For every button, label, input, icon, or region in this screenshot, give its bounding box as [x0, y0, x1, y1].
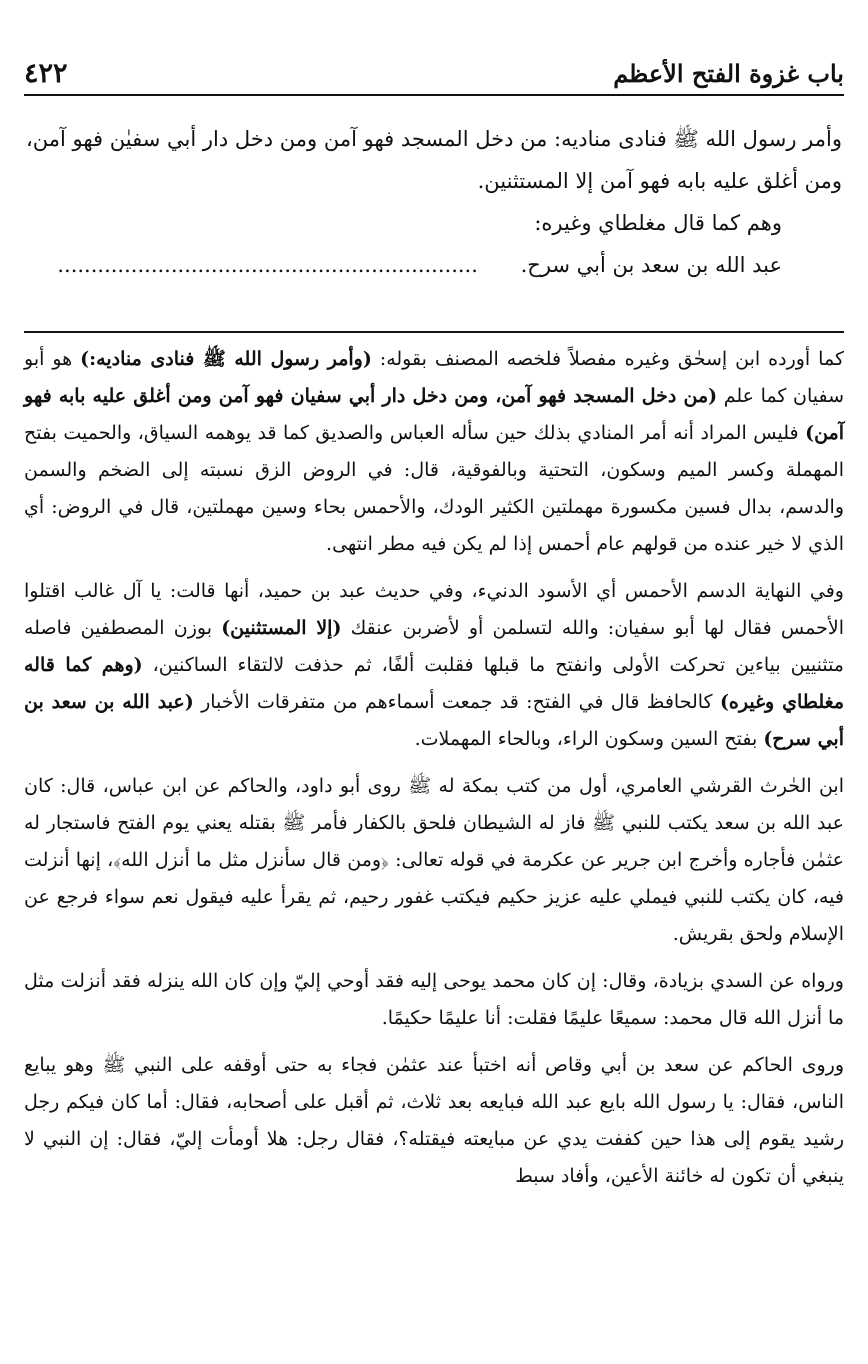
- commentary-text: [24, 341, 844, 1205]
- quoted-matn: (إلا المستثنين): [221, 617, 342, 639]
- commentary-text-run: فليس المراد أنه أمر المنادي بذلك حين سأله العباس والصديق كما قد يوهمه السياق، والحميت بفتح المهملة وكسر الميم وسكون، التحتية وبالفوقية، قال: في الروض الزق نسبته إلى الضخم والسمن والدسم، بدال فسين مكسورة مهملتين الكثير الودك، والأحمس بحاء وسين مهملتين، قال في الروض: أي الذي لا خير عنده من قولهم عام أحمس إذا لم يكن فيه مطر انتهى.: [24, 422, 844, 555]
- commentary-text-run: كالحافظ قال في الفتح: قد جمعت أسماءهم من متفرقات الأخبار: [193, 691, 720, 713]
- commentary-text-run: هو أبو سفيان كما علم: [24, 348, 845, 407]
- commentary-text-run: وفي النهاية الدسم الأحمس أي الأسود الدنيء، وفي حديث عبد بن حميد، أنها قالت: يا آل غالب اقتلوا الأحمس فقال لها أبو سفيان: والله لتسلمن أو لأضربن عنقك: [24, 580, 844, 639]
- commentary-text-run: بوزن المصطفين فاصله متثنيين بياءين تحركت الأولى وانفتح ما قبلها فقلبت ألفًا، ثم حذفت لالتقاء الساكنين،: [24, 617, 844, 676]
- quoted-matn: (وأمر رسول الله ﷺ فنادى مناديه:): [80, 348, 372, 370]
- page-header: [24, 52, 844, 96]
- main-text: [26, 118, 842, 286]
- quoted-matn: (وهم كما قاله مغلطاي وغيره): [24, 654, 844, 713]
- commentary-paragraph: [24, 573, 844, 758]
- quoted-matn: (عبد الله بن سعد بن أبي سرح): [24, 691, 844, 750]
- matn-paragraph: وأمر رسول الله ﷺ فنادى مناديه: من دخل المسجد فهو آمن ومن دخل دار أبي سفيٰن فهو آمن، ومن أغلق عليه بابه فهو آمن إلا المستثنين.: [26, 127, 842, 193]
- matn-paragraph: [26, 244, 842, 286]
- commentary-paragraph: وروى الحاكم عن سعد بن أبي وقاص أنه اختبأ عند عثمٰن فجاء به حتى أوقفه على النبي ﷺ وهو يبايع الناس، فقال: يا رسول الله بايع عبد الله فبايعه بعد ثلاث، ثم أقبل على أصحابه، فقال: أما كان فيكم رجل رشيد يقوم إلى هذا حين كففت يدي عن مبايعته فيقتله؟، فقال رجل: هلا أومأت إليّ، فقال: إن النبي لا ينبغي أن تكون له خائنة الأعين، وأفاد سبط: [24, 1054, 844, 1187]
- page-number: ٤٢٢: [24, 57, 68, 89]
- quoted-matn: (من دخل المسجد فهو آمن، ومن دخل دار أبي سفيان فهو آمن ومن أغلق عليه بابه فهو آمن): [24, 385, 844, 444]
- matn-line: عبد الله بن سعد بن أبي سرح.: [520, 253, 782, 277]
- commentary-paragraph: ورواه عن السدي بزيادة، وقال: إن كان محمد يوحى إليه فقد أوحي إليّ وإن كان الله ينزله فقد أنزلت مثل ما أنزل الله قال محمد: سميعًا عليمًا فقلت: أنا عليمًا حكيمًا.: [24, 970, 844, 1029]
- commentary-text-run: كما أورده ابن إسحٰق وغيره مفصلاً فلخصه المصنف بقوله:: [371, 348, 844, 370]
- dotted-leader: ...............................................................: [57, 253, 478, 277]
- commentary-paragraph: ابن الحٰرث القرشي العامري، أول من كتب بمكة له ﷺ روى أبو داود، والحاكم عن ابن عباس، قال: كان عبد الله بن سعد يكتب للنبي ﷺ فاز له الشيطان فلحق بالكفار فأمر ﷺ بقتله يعني يوم الفتح فاستجار له عثمٰن فأجاره وأخرج ابن جرير عن عكرمة في قوله تعالى: ﴿ومن قال سأنزل مثل ما أنزل الله﴾، إنها أنزلت فيه، كان يكتب للنبي فيملي عليه عزيز حكيم فيكتب غفور رحيم، ثم يقرأ عليه فيقول نعم سواء فرجع عن الإسلام ولحق بقريش.: [24, 775, 844, 945]
- commentary-text-run: بفتح السين وسكون الراء، وبالحاء المهملات.: [414, 728, 764, 750]
- matn-paragraph: وهم كما قال مغلطاي وغيره:: [534, 211, 782, 235]
- commentary-paragraph: [24, 341, 844, 563]
- section-divider: [24, 331, 844, 333]
- running-title: باب غزوة الفتح الأعظم: [613, 58, 844, 88]
